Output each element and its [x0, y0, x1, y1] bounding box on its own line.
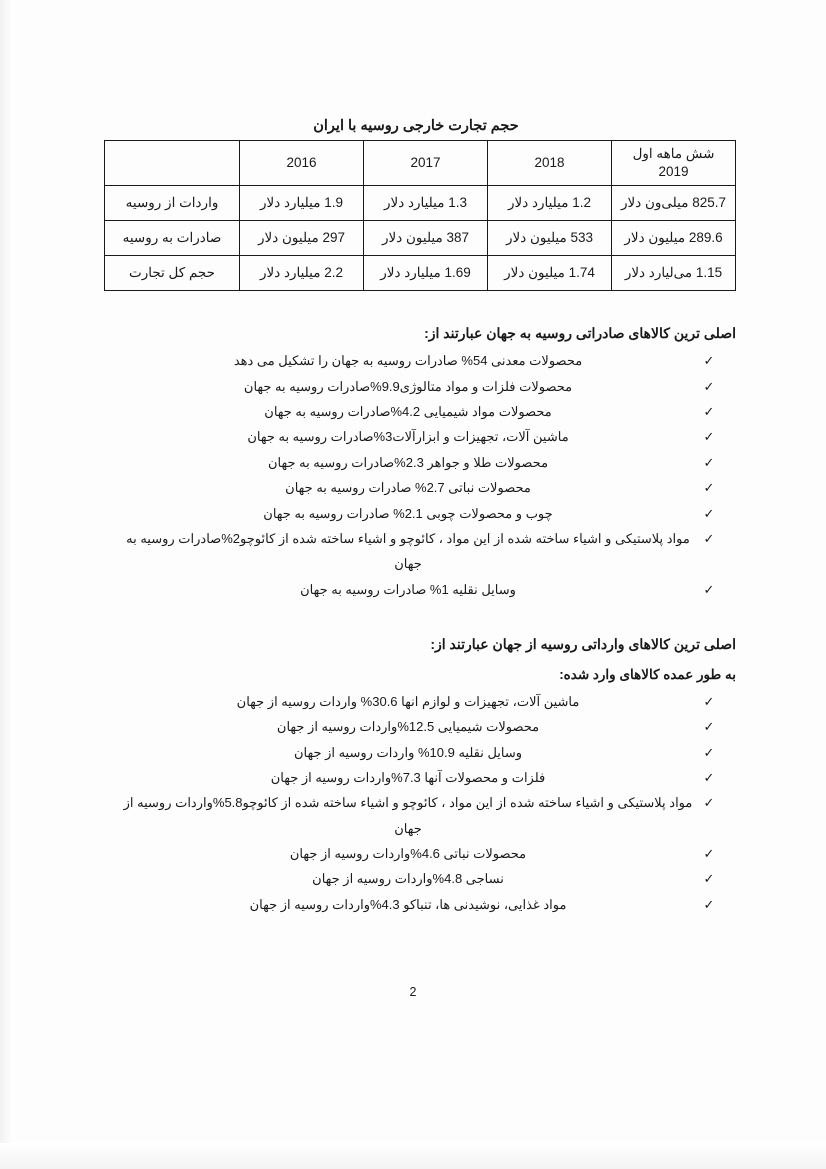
table-cell-exports-2019: 289.6 میلیون دلار [612, 221, 736, 256]
imports-list [96, 689, 736, 917]
table-row [105, 186, 736, 221]
list-item [96, 501, 736, 526]
check-icon: ✓ [703, 896, 715, 912]
check-icon: ✓ [703, 744, 715, 760]
check-icon: ✓ [703, 693, 715, 709]
list-item-label: ماشین آلات، تجهیزات و لوازم انها 30.6% واردات روسیه از جهان [236, 693, 580, 709]
check-icon: ✓ [703, 769, 715, 785]
list-item [96, 526, 736, 577]
check-icon: ✓ [703, 454, 715, 470]
list-item [96, 450, 736, 475]
list-item-label: مواد غذایی، نوشیدنی ها، تنباکو 4.3%واردات روسیه از جهان [249, 896, 567, 912]
list-item [96, 740, 736, 765]
list-item [96, 374, 736, 399]
table-cell-total-2016: 2.2 میلیارد دلار [240, 256, 364, 291]
list-item-label: مواد پلاستیکی و اشیاء ساخته شده از این مواد ، کائوچو و اشیاء ساخته شده از کائوچو2%صادرات روسیه به جهان [126, 530, 690, 572]
list-item-label: وسایل نقلیه 1% صادرات روسیه به جهان [300, 581, 516, 597]
list-item [96, 424, 736, 449]
list-item-label: ماشین آلات، تجهیزات و ابزارآلات3%صادرات روسیه به جهان [247, 429, 569, 445]
list-item [96, 348, 736, 373]
list-item-label: فلزات و محصولات آنها 7.3%واردات روسیه از جهان [270, 769, 546, 785]
table-title: حجم تجارت خارجی روسیه با ایران [313, 118, 519, 134]
table-row [105, 221, 736, 256]
list-item-label: محصولات مواد شیمیایی 4.2%صادرات روسیه به جهان [264, 404, 552, 420]
check-icon: ✓ [703, 795, 715, 811]
section-subheading-imports: به طور عمده کالاهای وارد شده: [559, 666, 736, 682]
check-icon: ✓ [703, 429, 715, 445]
table-cell-exports-2016: 297 میلیون دلار [240, 221, 364, 256]
check-icon: ✓ [703, 530, 715, 546]
table-header-row [105, 141, 736, 186]
check-icon: ✓ [703, 353, 715, 369]
list-item-label: چوب و محصولات چوبی 2.1% صادرات روسیه به جهان [263, 505, 553, 521]
list-item-label: وسایل نقلیه 10.9% واردات روسیه از جهان [293, 744, 523, 760]
list-item-label: محصولات معدنی 54% صادرات روسیه به جهان را تشکیل می دهد [233, 353, 583, 369]
check-icon: ✓ [703, 404, 715, 420]
list-item [96, 577, 736, 602]
list-item [96, 866, 736, 891]
list-item-label: مواد پلاستیکی و اشیاء ساخته شده از این مواد ، کائوچو و اشیاء ساخته شده از کائوچو5.8%واردات روسیه از جهان [123, 795, 693, 836]
list-item [96, 892, 736, 917]
list-item-label: نساجی 4.8%واردات روسیه از جهان [312, 871, 504, 887]
document-content [96, 118, 736, 917]
table-header-cell-2017: 2017 [364, 141, 488, 186]
check-icon: ✓ [703, 719, 715, 735]
check-icon: ✓ [703, 505, 715, 521]
trade-volume-table [104, 140, 736, 291]
list-item [96, 475, 736, 500]
check-icon: ✓ [703, 845, 715, 861]
section-heading-imports: اصلی ترین کالاهای وارداتی روسیه از جهان عبارتند از: [430, 635, 736, 652]
table-cell-imports-2016: 1.9 میلیارد دلار [240, 186, 364, 221]
table-header-cell-2016: 2016 [240, 141, 364, 186]
list-item [96, 765, 736, 790]
table-cell-exports-2017: 387 میلیون دلار [364, 221, 488, 256]
check-icon: ✓ [703, 581, 715, 597]
list-item-label: محصولات طلا و جواهر 2.3%صادرات روسیه به جهان [267, 454, 549, 470]
list-item [96, 714, 736, 739]
table-row [105, 256, 736, 291]
list-item [96, 790, 736, 841]
list-item [96, 689, 736, 714]
table-row-label-imports: واردات از روسیه [105, 186, 240, 221]
check-icon: ✓ [703, 480, 715, 496]
table-cell-total-2018: 1.74 میلیون دلار [488, 256, 612, 291]
table-cell-exports-2018: 533 میلیون دلار [488, 221, 612, 256]
exports-list [96, 348, 736, 601]
list-item [96, 841, 736, 866]
table-row-label-total: حجم کل تجارت [105, 256, 240, 291]
section-heading-exports: اصلی ترین کالاهای صادراتی روسیه به جهان عبارتند از: [424, 325, 736, 342]
table-cell-imports-2017: 1.3 میلیارد دلار [364, 186, 488, 221]
scan-edge-bottom [0, 1143, 826, 1169]
table-cell-total-2019: 1.15 می‌لیارد دلار [612, 256, 736, 291]
table-cell-imports-2018: 1.2 میلیارد دلار [488, 186, 612, 221]
list-item-label: محصولات شیمیایی 12.5%واردات روسیه از جهان [276, 719, 540, 735]
table-cell-total-2017: 1.69 میلیارد دلار [364, 256, 488, 291]
table-header-cell-blank [105, 141, 240, 186]
table-row-label-exports: صادرات به روسیه [105, 221, 240, 256]
list-item [96, 399, 736, 424]
table-header-cell-2018: 2018 [488, 141, 612, 186]
page-number: 2 [409, 985, 417, 999]
table-cell-imports-2019: 825.7 میلی‌ون دلار [612, 186, 736, 221]
check-icon: ✓ [703, 871, 715, 887]
list-item-label: محصولات فلزات و مواد متالوژی9.9%صادرات روسیه به جهان [243, 378, 573, 394]
check-icon: ✓ [703, 378, 715, 394]
table-header-cell-2019: شش ماهه اول 2019 [612, 141, 736, 186]
list-item-label: محصولات نباتی 2.7% صادرات روسیه به جهان [285, 480, 531, 496]
list-item-label: محصولات نباتی 4.6%واردات روسیه از جهان [289, 845, 527, 861]
